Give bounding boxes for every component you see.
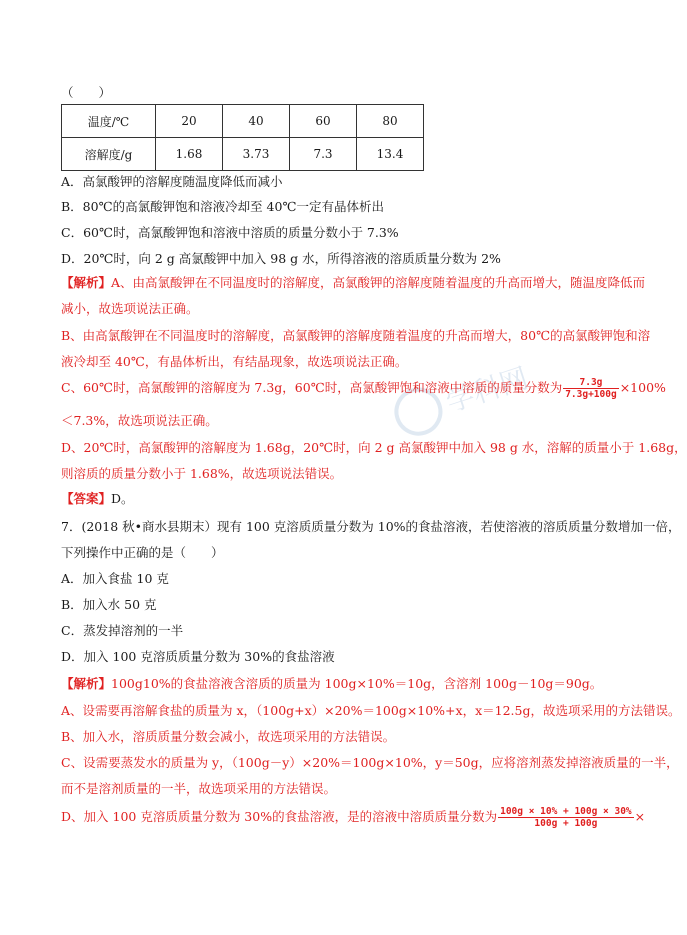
q7-stem-line2: 下列操作中正确的是（ ） [61, 545, 224, 560]
fraction-numerator: 7.3g [563, 377, 618, 389]
answer-tag: 【答案】 [61, 491, 112, 506]
q7-stem-line1: 7．(2018 秋•商水县期末）现有 100 克溶质质量分数为 10%的食盐溶液，若使溶液的溶质质量分数增加一倍， [61, 519, 681, 534]
table-cell: 3.73 [223, 138, 290, 171]
q7-analysis-intro [61, 676, 602, 692]
q6-analysis-c-line1 [61, 377, 666, 400]
table-cell: 13.4 [357, 138, 424, 171]
analysis-text: × [634, 809, 646, 824]
analysis-text: ×100% [619, 380, 666, 395]
table-header-solubility: 溶解度/g [62, 138, 156, 171]
q7-analysis-d [61, 806, 645, 829]
analysis-text: C、60℃时，高氯酸钾的溶解度为 7.3g，60℃时，高氯酸钾饱和溶液中溶质的质量分数为 [61, 380, 563, 395]
question-bracket: （ ） [61, 85, 112, 100]
table-header-temperature: 温度/℃ [62, 105, 156, 138]
fraction-denominator: 7.3g+100g [565, 389, 617, 400]
q6-analysis-d-line1: D、20℃时，高氯酸钾的溶解度为 1.68g，20℃时，向 2 g 高氯酸钾中加入 98 g 水，溶解的质量小于 1.68g， [61, 440, 687, 455]
answer-value: D。 [111, 491, 134, 506]
table-cell: 20 [156, 105, 223, 138]
q6-analysis-b-line1: B、由高氯酸钾在不同温度时的溶解度，高氯酸钾的溶解度随着温度的升高而增大，80℃的高氯酸钾饱和溶 [61, 328, 651, 343]
table-cell: 40 [223, 105, 290, 138]
fraction-formula [498, 806, 634, 829]
q6-analysis-d-line2: 则溶质的质量分数小于 1.68%，故选项说法错误。 [61, 466, 343, 481]
solubility-table [61, 104, 424, 171]
watermark-text: 学科网 [442, 361, 533, 419]
fraction-denominator: 100g + 100g [534, 818, 598, 829]
q6-option-b: B．80℃的高氯酸钾饱和溶液冷却至 40℃一定有晶体析出 [61, 199, 384, 214]
q6-analysis-c-line2: ＜7.3%，故选项说法正确。 [61, 413, 218, 428]
q7-option-a: A．加入食盐 10 克 [61, 571, 169, 586]
q6-option-c: C．60℃时，高氯酸钾饱和溶液中溶质的质量分数小于 7.3% [61, 225, 399, 240]
analysis-text: A、由高氯酸钾在不同温度时的溶解度，高氯酸钾的溶解度随着温度的升高而增大，随温度降低而 [111, 275, 646, 290]
q7-analysis-c-line1: C、设需要蒸发水的质量为 y，（100g－y）×20%＝100g×10%，y＝50g，应将溶剂蒸发掉溶液质量的一半， [61, 755, 679, 770]
analysis-text: D、加入 100 克溶质质量分数为 30%的食盐溶液，是的溶液中溶质质量分数为 [61, 809, 498, 824]
q7-option-b: B．加入水 50 克 [61, 597, 157, 612]
analysis-tag: 【解析】 [61, 275, 112, 290]
table-cell: 80 [357, 105, 424, 138]
analysis-text: 100g10%的食盐溶液含溶质的质量为 100g×10%＝10g，含溶剂 100g－10g＝90g。 [111, 676, 603, 691]
q6-analysis-a-line2: 减小，故选项说法正确。 [61, 301, 199, 316]
q6-analysis-a-line1 [61, 275, 645, 291]
q6-analysis-b-line2: 液冷却至 40℃，有晶体析出，有结晶现象，故选项说法正确。 [61, 354, 408, 369]
table-cell: 60 [290, 105, 357, 138]
q7-analysis-b: B、加入水，溶质质量分数会减小，故选项采用的方法错误。 [61, 729, 396, 744]
q7-option-c: C．蒸发掉溶剂的一半 [61, 623, 184, 638]
table-row [62, 138, 424, 171]
q7-analysis-a: A、设需要再溶解食盐的质量为 x，（100g+x）×20%＝100g×10%+x，x＝12.5g，故选项采用的方法错误。 [61, 703, 681, 718]
table-row [62, 105, 424, 138]
table-cell: 1.68 [156, 138, 223, 171]
q7-analysis-c-line2: 而不是溶剂质量的一半，故选项采用的方法错误。 [61, 781, 337, 796]
q6-option-d: D．20℃时，向 2 g 高氯酸钾中加入 98 g 水，所得溶液的溶质质量分数为 2% [61, 251, 501, 266]
q6-option-a: A．高氯酸钾的溶解度随温度降低而减小 [61, 174, 283, 189]
q7-option-d: D．加入 100 克溶质质量分数为 30%的食盐溶液 [61, 649, 335, 664]
analysis-tag: 【解析】 [61, 676, 112, 691]
fraction-numerator: 100g × 10% + 100g × 30% [500, 806, 632, 817]
table-cell: 7.3 [290, 138, 357, 171]
fraction-formula [563, 377, 618, 400]
q6-answer [61, 491, 134, 507]
